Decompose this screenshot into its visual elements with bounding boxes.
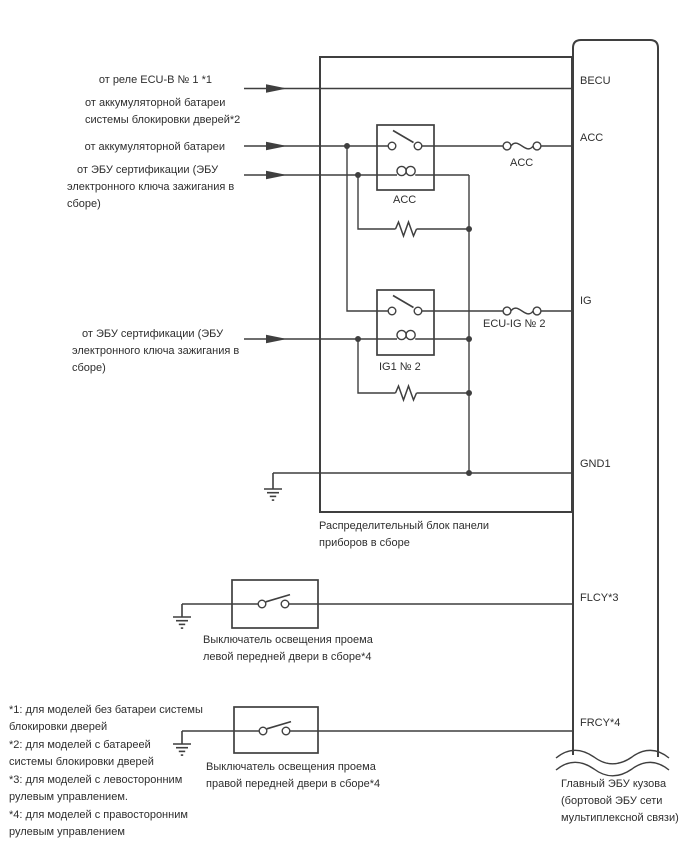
left-door-switch-label — [203, 632, 373, 666]
relay-coil-icon — [397, 330, 406, 339]
label-line: электронного ключа зажигания в — [67, 181, 235, 193]
label-line: от ЭБУ сертификации (ЭБУ — [82, 328, 224, 340]
resistor-icon — [396, 222, 417, 236]
footnote-3 — [9, 772, 182, 806]
footnote-2 — [9, 737, 154, 771]
switch-blade-icon — [393, 296, 414, 308]
relay-coil-icon — [397, 166, 406, 175]
terminal-flcy: FLCY*3 — [580, 592, 619, 604]
input-label-ecu-b-relay: от реле ECU-B № 1 *1 — [98, 74, 212, 86]
switch-contact-icon — [388, 307, 396, 315]
label-line: Главный ЭБУ кузова — [561, 778, 667, 790]
terminal-acc: ACC — [580, 132, 604, 144]
switch-contact-icon — [282, 727, 290, 735]
junction-block-outline — [320, 57, 572, 512]
ground-icon — [264, 473, 282, 500]
acc-relay-label: ACC — [393, 194, 417, 206]
left-door-switch — [173, 580, 572, 628]
label-line: *2: для моделей с батареей — [9, 739, 151, 751]
label-line: *3: для моделей с левосторонним — [9, 774, 183, 786]
relay-coil-icon — [406, 330, 415, 339]
junction-dot — [466, 336, 472, 342]
input-label-certification-ecu-ig — [72, 326, 239, 377]
switch-contact-icon — [414, 142, 422, 150]
ground-icon — [173, 604, 191, 628]
ecu-ig-fuse-icon — [503, 307, 541, 315]
footnote-4 — [9, 807, 188, 841]
label-line: электронного ключа зажигания в — [72, 345, 240, 357]
switch-contact-icon — [258, 600, 266, 608]
label-line: рулевым управлением. — [9, 791, 128, 803]
switch-contact-icon — [388, 142, 396, 150]
resistor-icon — [396, 386, 417, 400]
ig1-relay-box — [377, 290, 434, 355]
label-line: от аккумуляторной батареи — [85, 97, 226, 109]
label-line: блокировки дверей — [9, 721, 108, 733]
flow-arrow-icon — [266, 84, 287, 93]
right-door-switch-label — [206, 759, 380, 793]
label-line: от ЭБУ сертификации (ЭБУ — [77, 164, 219, 176]
acc-relay-box — [377, 125, 434, 190]
junction-dot — [355, 336, 361, 342]
ig1-relay — [377, 290, 434, 355]
label-line: *1: для моделей без батареи системы — [9, 704, 203, 716]
terminal-ig: IG — [580, 295, 592, 307]
flow-arrow-icon — [266, 171, 287, 180]
switch-contact-icon — [281, 600, 289, 608]
terminal-frcy: FRCY*4 — [580, 717, 621, 729]
flow-arrow-icon — [266, 142, 287, 151]
junction-dot — [466, 226, 472, 232]
label-line: (бортовой ЭБУ сети — [561, 795, 663, 807]
right-door-switch — [173, 707, 572, 755]
label-line: рулевым управлением — [9, 826, 125, 838]
terminal-becu: BECU — [580, 75, 611, 87]
label-line: мультиплексной связи) — [561, 812, 679, 824]
label-line: Выключатель освещения проема — [206, 761, 376, 773]
ecu-ig-fuse-label: ECU-IG № 2 — [483, 318, 546, 330]
main-ecu-outline — [573, 40, 658, 757]
label-line: системы блокировки дверей*2 — [85, 114, 241, 126]
junction-dot — [355, 172, 361, 178]
main-ecu-label — [561, 776, 679, 827]
footnote-1 — [9, 702, 203, 736]
label-line: приборов в сборе — [319, 537, 410, 549]
input-label-door-lock-battery — [85, 95, 240, 129]
label-line: правой передней двери в сборе*4 — [206, 778, 381, 790]
terminal-gnd1: GND1 — [580, 458, 611, 470]
junction-block-label — [319, 518, 489, 552]
label-line: сборе) — [72, 362, 106, 374]
label-line: сборе) — [67, 198, 101, 210]
relay-coil-icon — [406, 166, 415, 175]
label-line: Выключатель освещения проема — [203, 634, 373, 646]
switch-contact-icon — [414, 307, 422, 315]
acc-relay — [377, 125, 434, 190]
ig1-relay-label: IG1 № 2 — [379, 361, 421, 373]
switch-blade-icon — [393, 131, 414, 143]
junction-dot — [466, 390, 472, 396]
junction-dot — [466, 470, 472, 476]
switch-contact-icon — [259, 727, 267, 735]
label-line: *4: для моделей с правосторонним — [9, 809, 188, 821]
junction-dot — [344, 143, 350, 149]
label-line: Распределительный блок панели — [319, 520, 490, 532]
acc-fuse-icon — [503, 142, 541, 150]
input-label-battery: от аккумуляторной батареи — [84, 141, 225, 153]
flow-arrow-icon — [266, 335, 287, 344]
acc-fuse-label: ACC — [510, 157, 534, 169]
door-switch-box — [234, 707, 318, 753]
label-line: системы блокировки дверей — [9, 756, 154, 768]
input-label-certification-ecu-acc — [67, 162, 234, 213]
label-line: левой передней двери в сборе*4 — [203, 651, 372, 663]
